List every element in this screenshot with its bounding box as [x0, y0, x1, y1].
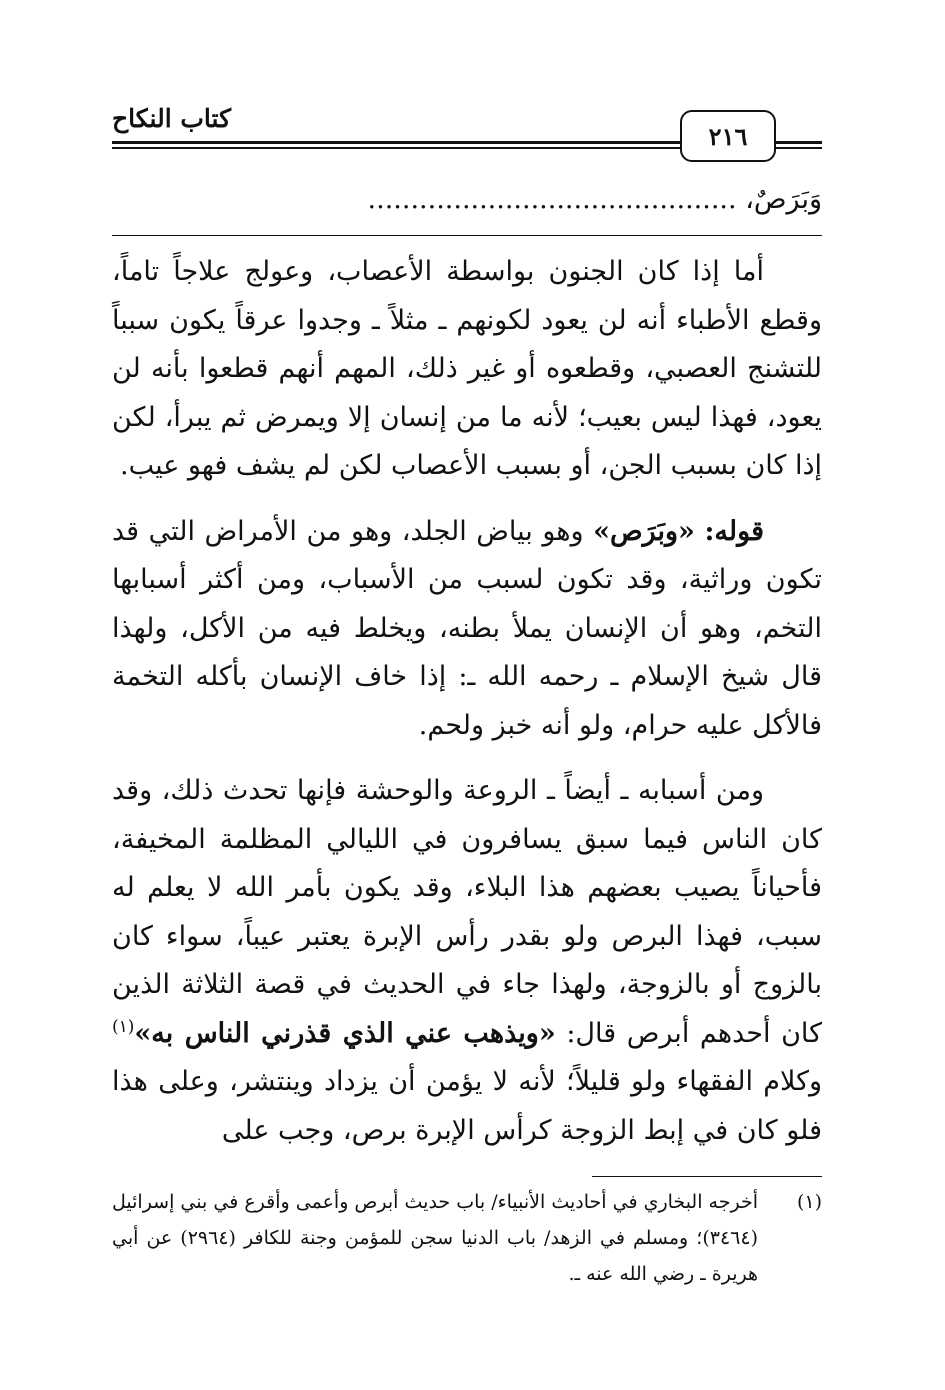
- matn-text: وَبَرَصٌ،: [745, 184, 822, 215]
- hadith-quote: «ويذهب عني الذي قذرني الناس به»: [134, 1017, 556, 1049]
- footnote-ref[interactable]: (١): [112, 1016, 135, 1037]
- matn-divider: [112, 235, 822, 236]
- paragraph-text: وهو بياض الجلد، وهو من الأمراض التي قد تكون وراثية، وقد تكون لسبب من الأسباب، ومن أكثر أسبابها التخم، وهو أن الإنسان يملأ بطنه، ويخلط فيه من الأكل، ولهذا قال شيخ الإسلام ـ رحمه الله ـ: إذا خاف الإنسان بأكله التخمة فالأكل عليه حرام، ولو أنه خبز ولحم.: [112, 515, 822, 741]
- paragraph: [112, 767, 822, 1155]
- paragraph-text: أما إذا كان الجنون بواسطة الأعصاب، وعولج علاجاً تاماً، وقطع الأطباء أنه لن يعود لكونهم ـ مثلاً ـ وجدوا عرقاً يكون سبباً للتشنج العصبي، وقطعوه أو غير ذلك، المهم أنهم قطعوا بأنه لن يعود، فهذا ليس بعيب؛ لأنه ما من إنسان إلا ويمرض ثم يبرأ، لكن إذا كان بسبب الجن، أو بسبب الأعصاب لكن لم يشف فهو عيب.: [112, 256, 822, 481]
- matn-line: [112, 175, 822, 225]
- qawluhu-label: قوله:: [704, 515, 764, 547]
- matn-quote: «وبَرَص»: [593, 515, 695, 547]
- footnotes: [112, 1184, 822, 1292]
- page-number: ٢١٦: [680, 110, 776, 162]
- paragraph-text: ومن أسبابه ـ أيضاً ـ الروعة والوحشة فإنها تحدث ذلك، وقد كان الناس فيما سبق يسافرون في الليالي المظلمة المخيفة، فأحياناً يصيب بعضهم هذا البلاء، وقد يكون بأمر الله لا يعلم له سبب، فهذا البرص ولو بقدر رأس الإبرة يعتبر عيباً، سواء كان بالزوج أو بالزوجة، ولهذا جاء في الحديث في قصة الثلاثة الذين كان أحدهم أبرص قال:: [112, 775, 822, 1049]
- footnote-number: (١): [796, 1191, 822, 1213]
- paragraph: [112, 248, 822, 491]
- matn-dots: ...........................................: [367, 184, 737, 215]
- commentary-body: [112, 248, 822, 1172]
- footnote: [112, 1184, 822, 1292]
- footnote-text: أخرجه البخاري في أحاديث الأنبياء/ باب حديث أبرص وأعمى وأقرع في بني إسرائيل (٣٤٦٤)؛ ومسلم في الزهد/ باب الدنيا سجن للمؤمن وجنة للكافر (٢٩٦٤) عن أبي هريرة ـ رضي الله عنه ـ.: [112, 1191, 758, 1285]
- paragraph-text: وكلام الفقهاء ولو قليلاً؛ لأنه لا يؤمن أن يزداد وينتشر، وعلى هذا فلو كان في إبط الزوجة كرأس الإبرة برص، وجب على: [112, 1066, 822, 1146]
- paragraph: [112, 508, 822, 751]
- book-title: كتاب النكاح: [112, 104, 231, 133]
- page-header: [112, 100, 822, 160]
- footnote-divider: [592, 1176, 822, 1177]
